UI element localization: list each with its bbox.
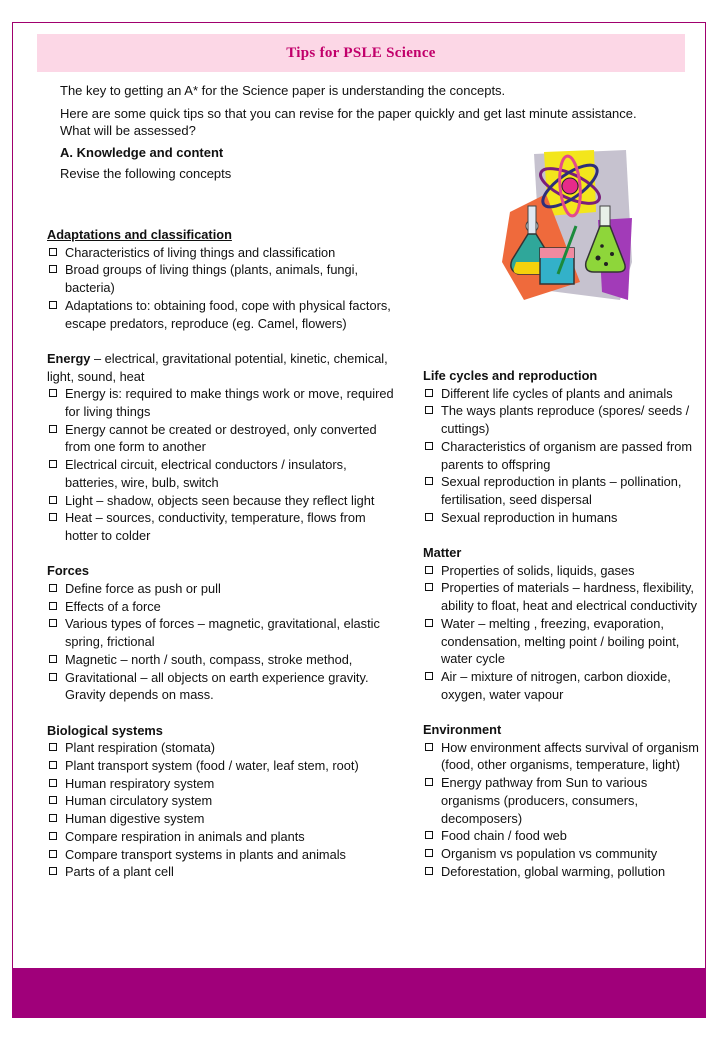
checklist-item-text: Heat – sources, conductivity, temperature, flows from hotter to colder [65, 510, 366, 543]
checkbox-icon [49, 248, 57, 256]
checklist-item [47, 792, 397, 810]
checklist-item-text: Magnetic – north / south, compass, stroke method, [65, 651, 353, 667]
section-subheading: – electrical, gravitational potential, kinetic, chemical, light, sound, heat [47, 350, 388, 384]
checklist-item [423, 827, 703, 845]
intro-line-3: What will be assessed? [60, 123, 196, 138]
left-column [47, 226, 397, 899]
checklist-item-text: Light – shadow, objects seen because they reflect light [65, 492, 375, 508]
checklist-item-text: Various types of forces – magnetic, gravitational, elastic spring, frictional [65, 616, 380, 650]
checkbox-icon [425, 831, 433, 839]
checkbox-icon [49, 513, 57, 521]
intro-line-2: Here are some quick tips so that you can revise for the paper quickly and get last minute assistance. [60, 105, 637, 121]
checkbox-icon [49, 584, 57, 592]
checklist-item-text: Human digestive system [65, 811, 205, 827]
section-matter [423, 544, 703, 703]
checklist-item [47, 863, 397, 881]
section-heading: Energy [47, 350, 91, 366]
checklist-item-text: Sexual reproduction in humans [441, 509, 618, 525]
checkbox-icon [49, 655, 57, 663]
checklist-item-text: Characteristics of organism are passed from parents to offspring [441, 438, 693, 472]
checklist-item [47, 244, 397, 262]
checklist [47, 244, 397, 333]
checklist-item-text: Air – mixture of nitrogen, carbon dioxide, oxygen, water vapour [441, 668, 671, 702]
section-environment [423, 721, 703, 880]
checklist-item-text: Broad groups of living things (plants, animals, fungi, bacteria) [65, 262, 359, 296]
checklist-item [423, 562, 703, 580]
checkbox-icon [425, 778, 433, 786]
checklist-item-text: The ways plants reproduce (spores/ seeds / cuttings) [441, 403, 690, 437]
checkbox-icon [425, 583, 433, 591]
checkbox-icon [49, 425, 57, 433]
checkbox-icon [425, 566, 433, 574]
title-banner [37, 34, 685, 72]
checklist-item [423, 863, 703, 881]
section-heading: Biological systems [47, 722, 163, 738]
checklist-item-text: Sexual reproduction in plants – pollination, fertilisation, seed dispersal [441, 474, 682, 507]
checklist-item-text: Human circulatory system [65, 793, 213, 809]
checklist-item-text: Electrical circuit, electrical conductors / insulators, batteries, wire, bulb, switch [65, 457, 347, 490]
checklist [47, 580, 397, 704]
checklist-item [423, 473, 703, 508]
checklist [47, 739, 397, 881]
checklist-item-text: Gravitational – all objects on earth experience gravity. Gravity depends on mass. [65, 669, 369, 703]
checklist [423, 562, 703, 704]
checklist-item-text: Energy is: required to make things work or move, required for living things [65, 386, 394, 420]
checkbox-icon [425, 619, 433, 627]
checklist-item [47, 775, 397, 793]
checklist-item [423, 579, 703, 614]
checklist-item [423, 385, 703, 403]
checklist-item [47, 651, 397, 669]
checklist-item [47, 669, 397, 704]
checklist-item-text: Effects of a force [65, 598, 161, 614]
checkbox-icon [425, 867, 433, 875]
section-adaptations [47, 226, 397, 332]
checklist [423, 385, 703, 527]
checkbox-icon [425, 406, 433, 414]
checklist [47, 385, 397, 544]
checklist-item [423, 438, 703, 473]
checklist-item [47, 739, 397, 757]
checklist-item [47, 456, 397, 491]
checklist-item-text: Plant respiration (stomata) [65, 740, 216, 756]
intro-line-1: The key to getting an A* for the Science paper is understanding the concepts. [60, 83, 506, 98]
checkbox-icon [425, 672, 433, 680]
checklist-item [47, 598, 397, 616]
checkbox-icon [49, 743, 57, 751]
checkbox-icon [49, 602, 57, 610]
checklist-item-text: Deforestation, global warming, pollution [441, 863, 666, 879]
checkbox-icon [49, 460, 57, 468]
checklist-item [47, 509, 397, 544]
section-forces [47, 562, 397, 704]
checkbox-icon [425, 513, 433, 521]
checkbox-icon [49, 389, 57, 397]
checklist-item [47, 421, 397, 456]
checklist-item [47, 297, 397, 332]
section-heading: Matter [423, 545, 462, 561]
checklist-item-text: Energy cannot be created or destroyed, only converted from one form to another [65, 421, 377, 455]
footer-bar [12, 968, 706, 1018]
checklist-item [423, 774, 703, 827]
checklist-item-text: Properties of materials – hardness, flexibility, ability to float, heat and electrical conductivity [441, 580, 698, 614]
checkbox-icon [49, 619, 57, 627]
checklist-item-text: Plant transport system (food / water, leaf stem, root) [65, 758, 359, 774]
checkbox-icon [425, 477, 433, 485]
checklist-item [423, 402, 703, 437]
checklist-item [423, 668, 703, 703]
checklist-item [47, 385, 397, 420]
right-column [423, 367, 703, 898]
checklist-item-text: Food chain / food web [441, 828, 567, 844]
checklist-item-text: Organism vs population vs community [441, 845, 658, 861]
checklist-item [423, 739, 703, 774]
checkbox-icon [49, 832, 57, 840]
checklist [423, 739, 703, 881]
checklist-item [47, 828, 397, 846]
section-life-cycles [423, 367, 703, 526]
checklist-item-text: Compare transport systems in plants and animals [65, 846, 346, 862]
checklist-item-text: Compare respiration in animals and plants [65, 828, 305, 844]
page-title: Tips for PSLE Science [286, 44, 436, 61]
checkbox-icon [49, 796, 57, 804]
checkbox-icon [49, 867, 57, 875]
section-energy [47, 350, 397, 545]
checklist-item-text: Properties of solids, liquids, gases [441, 562, 635, 578]
checklist-item-text: Water – melting , freezing, evaporation, condensation, melting point / boiling point, water cycle [441, 615, 680, 667]
checklist-item-text: Characteristics of living things and classification [65, 244, 336, 260]
checkbox-icon [425, 743, 433, 751]
checklist-item [423, 509, 703, 527]
checkbox-icon [49, 265, 57, 273]
checkbox-icon [425, 849, 433, 857]
checklist-item [47, 492, 397, 510]
checklist-item-text: Human respiratory system [65, 775, 215, 791]
section-heading: Life cycles and reproduction [423, 368, 598, 383]
section-heading: Environment [423, 722, 502, 738]
checklist-item [47, 615, 397, 650]
knowledge-heading: A. Knowledge and content [60, 144, 224, 160]
checklist-item-text: Define force as push or pull [65, 581, 221, 597]
checkbox-icon [49, 301, 57, 309]
checkbox-icon [49, 761, 57, 769]
revise-text: Revise the following concepts [60, 166, 232, 181]
checklist-item-text: Energy pathway from Sun to various organisms (producers, consumers, decomposers) [441, 775, 648, 826]
checklist-item [47, 846, 397, 864]
science-lab-clipart-icon [502, 150, 638, 302]
checklist-item-text: Different life cycles of plants and animals [441, 385, 673, 401]
checklist-item [47, 580, 397, 598]
section-heading: Forces [47, 563, 89, 579]
section-biological-systems [47, 722, 397, 881]
checkbox-icon [49, 779, 57, 787]
checkbox-icon [49, 850, 57, 858]
checklist-item [47, 261, 397, 296]
checkbox-icon [49, 496, 57, 504]
checklist-item [423, 845, 703, 863]
checkbox-icon [49, 814, 57, 822]
checklist-item [47, 810, 397, 828]
section-heading: Adaptations and classification [47, 227, 232, 242]
checklist-item-text: Parts of a plant cell [65, 864, 174, 880]
checklist-item-text: How environment affects survival of organism (food, other organisms, temperature, light) [441, 739, 699, 773]
checkbox-icon [425, 389, 433, 397]
checklist-item-text: Adaptations to: obtaining food, cope with physical factors, escape predators, reproduce (eg. Camel, flowers) [65, 297, 391, 331]
checkbox-icon [425, 442, 433, 450]
checklist-item [423, 615, 703, 668]
checkbox-icon [49, 673, 57, 681]
checklist-item [47, 757, 397, 775]
